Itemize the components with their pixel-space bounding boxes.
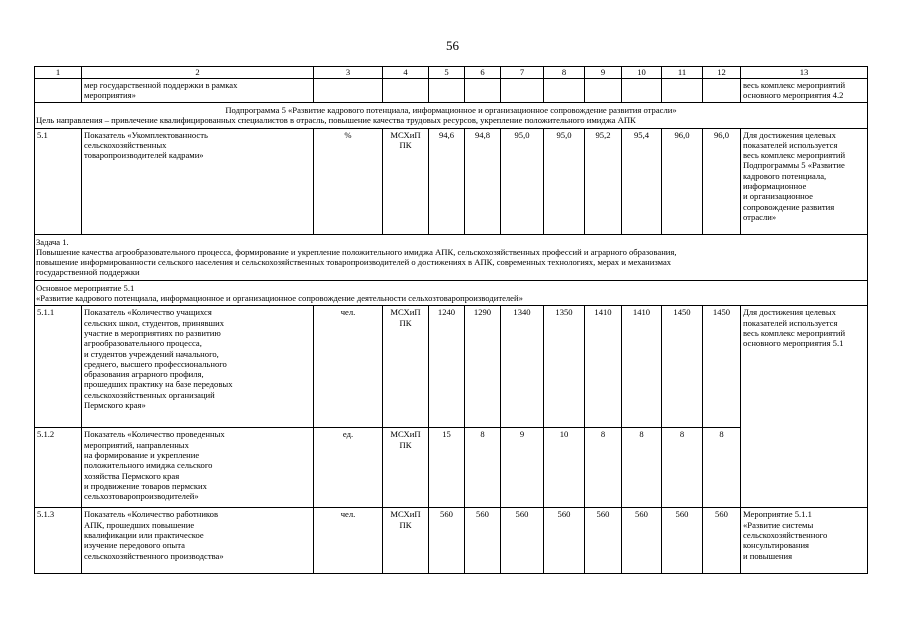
header-cell: 11	[662, 67, 703, 79]
cell-organization: МСХиП ПК	[383, 508, 429, 574]
cell-value: 560	[544, 508, 585, 574]
header-cell: 5	[429, 67, 465, 79]
main-event-text: Основное мероприятие 5.1 «Развитие кадрового потенциала, информационное и организационное сопровождение деятельности сельхозтоваропроизводителей»	[35, 280, 868, 306]
cell-organization: МСХиП ПК	[383, 306, 429, 428]
cell-value: 1450	[662, 306, 703, 428]
cell-value: 95,0	[501, 128, 544, 234]
header-cell: 4	[383, 67, 429, 79]
cell-value: 1450	[703, 306, 741, 428]
cell-value: 8	[585, 428, 622, 508]
page-number: 56	[446, 38, 459, 53]
indicators-table	[34, 66, 868, 574]
cell-unit: ед.	[314, 428, 383, 508]
cell-value: 9	[501, 428, 544, 508]
cell-value: 560	[465, 508, 501, 574]
cell-indicator-name: Показатель «Количество работников АПК, прошедших повышение квалификации или практическое изучение передового опыта сельскохозяйственного производства»	[82, 508, 314, 574]
cell-note: Для достижения целевых показателей используется весь комплекс мероприятий Подпрограммы 5 «Развитие кадрового потенциала, информационное и организационное сопровождение развития отрасли»	[741, 128, 868, 234]
header-row	[35, 67, 868, 79]
cell-value: 8	[703, 428, 741, 508]
cell-indicator-name: Показатель «Количество учащихся сельских школ, студентов, принявших участие в мероприятиях по развитию агрообразовательного процесса, и студентов учреждений начального, среднего, высшего профессионального образования аграрного профиля, прошедших практику на базе передовых сельскохозяйственных организаций Пермского края»	[82, 306, 314, 428]
cell	[544, 79, 585, 103]
cell	[703, 79, 741, 103]
cell-value: 1340	[501, 306, 544, 428]
cell-value: 94,6	[429, 128, 465, 234]
cell	[383, 79, 429, 103]
table-row-continuation	[35, 79, 868, 103]
header-cell: 9	[585, 67, 622, 79]
subprogram-row	[35, 103, 868, 129]
cell-value: 560	[662, 508, 703, 574]
cell	[585, 79, 622, 103]
cell-organization: МСХиП ПК	[383, 428, 429, 508]
cell-value: 1350	[544, 306, 585, 428]
table-row-5-1	[35, 128, 868, 234]
cell-unit: чел.	[314, 508, 383, 574]
main-event-row	[35, 280, 868, 306]
header-cell: 13	[741, 67, 868, 79]
cell-value: 560	[585, 508, 622, 574]
table-row-5-1-1	[35, 306, 868, 428]
header-cell: 1	[35, 67, 82, 79]
cell-indicator-name: Показатель «Укомплектованность сельскохозяйственных товаропроизводителей кадрами»	[82, 128, 314, 234]
cell	[622, 79, 662, 103]
cell-value: 1410	[622, 306, 662, 428]
header-cell: 8	[544, 67, 585, 79]
header-cell: 10	[622, 67, 662, 79]
cell-value: 1240	[429, 306, 465, 428]
cell	[429, 79, 465, 103]
cell-value: 94,8	[465, 128, 501, 234]
cell-value: 8	[622, 428, 662, 508]
cell	[501, 79, 544, 103]
table-row-5-1-3	[35, 508, 868, 574]
cell-value: 560	[622, 508, 662, 574]
cell	[662, 79, 703, 103]
cell-number: 5.1.2	[35, 428, 82, 508]
subprogram-goal: Цель направления – привлечение квалифицированных специалистов в отрасль, повышение качества трудовых ресурсов, укрепление положительного имиджа АПК	[36, 115, 636, 126]
subprogram-title: Подпрограмма 5 «Развитие кадрового потенциала, информационное и организационное сопровождение развития отрасли»	[225, 105, 677, 115]
cell-indicator-name: мер государственной поддержки в рамках мероприятия»	[82, 79, 314, 103]
cell-value: 96,0	[662, 128, 703, 234]
cell-value: 560	[501, 508, 544, 574]
cell-value: 560	[429, 508, 465, 574]
cell	[314, 79, 383, 103]
cell-value: 10	[544, 428, 585, 508]
cell-value: 95,4	[622, 128, 662, 234]
cell-number: 5.1	[35, 128, 82, 234]
header-cell: 12	[703, 67, 741, 79]
cell	[35, 79, 82, 103]
cell	[465, 79, 501, 103]
header-cell: 3	[314, 67, 383, 79]
cell-value: 8	[465, 428, 501, 508]
cell-unit: чел.	[314, 306, 383, 428]
cell-indicator-name: Показатель «Количество проведенных мероприятий, направленных на формирование и укрепление положительного имиджа сельского хозяйства Пермского края и продвижение товаров пермских сельхозтоваропроизводителей»	[82, 428, 314, 508]
cell-value: 1290	[465, 306, 501, 428]
cell-unit: %	[314, 128, 383, 234]
header-cell: 2	[82, 67, 314, 79]
cell-value: 96,0	[703, 128, 741, 234]
cell-value: 8	[662, 428, 703, 508]
header-cell: 7	[501, 67, 544, 79]
cell-value: 95,0	[544, 128, 585, 234]
task-row	[35, 234, 868, 280]
cell-value: 15	[429, 428, 465, 508]
header-cell: 6	[465, 67, 501, 79]
cell-value: 1410	[585, 306, 622, 428]
cell-value: 560	[703, 508, 741, 574]
cell-value: 95,2	[585, 128, 622, 234]
task-text: Задача 1. Повышение качества агрообразовательного процесса, формирование и укрепление положительного имиджа АПК, сельскохозяйственных профессий и аграрного образования, повышение информированности сельского населения и сельскохозяйственных товаропроизводителей о достижениях в АПК, современных технологиях, мерах и механизмах государственной поддержки	[35, 234, 868, 280]
cell-organization: МСХиП ПК	[383, 128, 429, 234]
cell-note: весь комплекс мероприятий основного мероприятия 4.2	[741, 79, 868, 103]
cell-note: Для достижения целевых показателей используется весь комплекс мероприятий основного мероприятия 5.1	[741, 306, 868, 508]
cell-number: 5.1.3	[35, 508, 82, 574]
cell-note: Мероприятие 5.1.1 «Развитие системы сельскохозяйственного консультирования и повышения	[741, 508, 868, 574]
cell-number: 5.1.1	[35, 306, 82, 428]
